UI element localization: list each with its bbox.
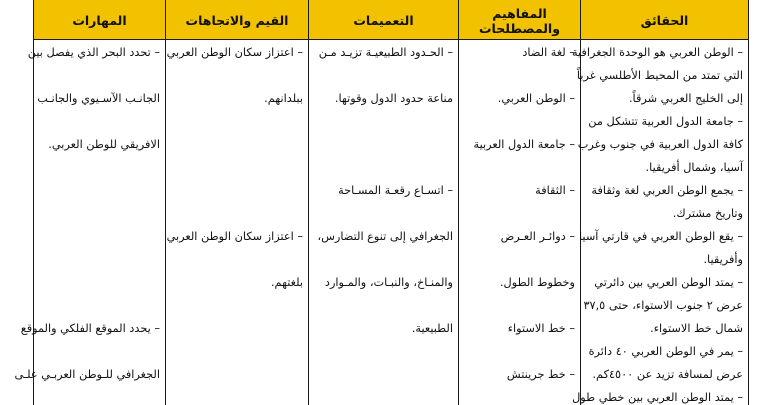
value-line: – اعتزاز سكان الوطن العربي [166,230,303,243]
generalization-line: الطبيعية. [411,322,453,335]
curriculum-analysis-table [14,0,749,405]
header-skills: المهارات [34,0,166,40]
value-line: – اعتزاز سكان الوطن العربي [166,46,303,59]
skill-line: – يحدد الموقع الفلكي والموقع [20,322,160,335]
facts-cell [571,40,749,405]
fact-line: شمال خط الاستواء. [650,322,743,335]
fact-line: – يمتد الوطن العربي بين خطي طول [572,391,743,404]
concept-line: – دوائـر العـرض [500,230,575,243]
skills-cell [14,40,166,405]
header-values: القيم والاتجاهات [166,0,309,40]
generalization-line: مناعة حدود الدول وقوتها. [334,92,453,105]
fact-line: كافة الدول العربية في جنوب وغرب [577,138,743,151]
concept-line: – الثقافة [535,184,575,197]
fact-line: – يجمع الوطن العربي لغة وثقافة [591,184,743,197]
concept-line: وخطوط الطول. [499,276,575,289]
skill-line: – تحدد البحر الذي يفصل بين [27,46,160,59]
fact-line: إلى الخليج العربي شرقاً. [628,92,743,105]
header-facts: الحقائق [581,0,749,40]
fact-line: عرض لمسافة تزيد عن ٤٥٠٠كم. [592,368,743,381]
generalizations-cell [309,40,459,405]
fact-line: آسيا، وشمال أفريقيا. [645,161,743,174]
fact-line: – جامعة الدول العربية تتشكل من [588,115,743,128]
value-line: ببلدانهم. [264,92,303,105]
concept-line: – لغة الضاد [522,46,575,59]
header-generalizations: التعميمات [309,0,459,40]
generalization-line: – اتسـاع رقعـة المسـاحة [338,184,453,197]
generalization-line: الجغرافي إلى تنوع التضارس، [317,230,453,243]
concept-line: – خط جرينتش [506,368,575,381]
generalization-line: – الحـدود الطبيعيـة تزيـد مـن [318,46,453,59]
skill-line: الجغرافي للـوطن العربـي علـى [14,368,160,381]
concept-line: – جامعة الدول العربية [473,138,575,151]
values-cell [166,40,309,405]
fact-line: عرض ٢ جنوب الاستواء، حتى ٣٧,٥ [583,299,743,312]
fact-line: – يقع الوطن العربي في قارتي آسيا [578,230,743,243]
generalization-line: والمنـاخ، والنبـات، والمـوارد [324,276,453,289]
content-row [34,40,749,405]
skill-line: الجانـب الآسـيوي والجانـب [37,92,160,105]
skill-line: الافريقي للوطن العربي. [48,138,160,151]
fact-line: – يمتد الوطن العربي بين دائرتي [594,276,743,289]
concepts-cell [459,40,581,405]
fact-line: التي تمتد من المحيط الأطلسي غرباً [576,69,743,82]
header-row [34,0,749,40]
fact-line: – الوطن العربي هو الوحدة الجغرافية [571,46,743,59]
fact-line: – يمر في الوطن العربي ٤٠ دائرة [588,345,743,358]
fact-line: وتاريخ مشترك. [672,207,743,220]
value-line: بلغتهم. [270,276,303,289]
concept-line: – الوطن العربي. [497,92,575,105]
fact-line: وأفريقيا. [703,253,743,266]
concept-line: – خط الاستواء [507,322,575,335]
header-concepts: المفاهيم والمصطلحات [459,0,581,40]
